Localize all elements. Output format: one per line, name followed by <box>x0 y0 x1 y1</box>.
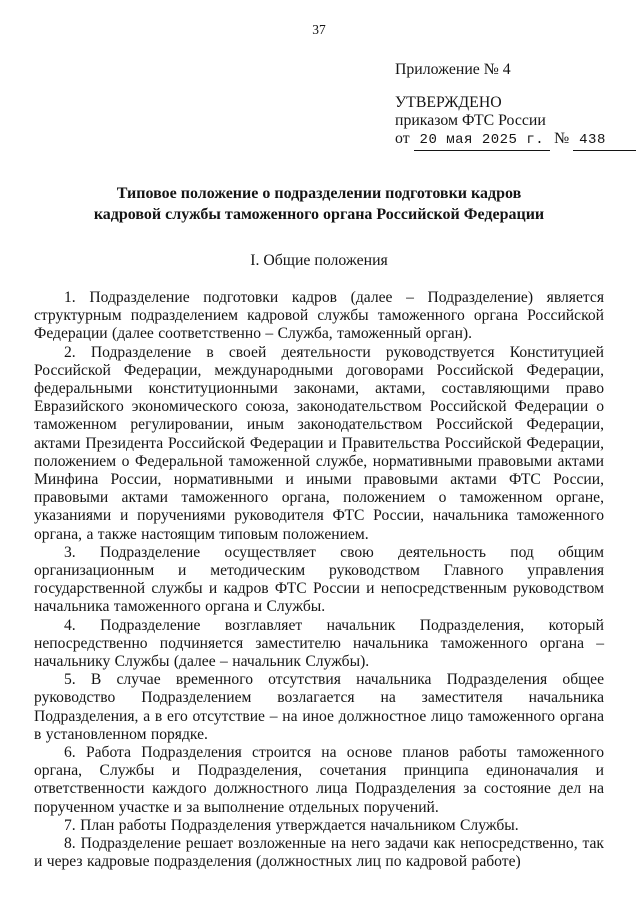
order-date-field: 20 мая 2025 г. <box>414 131 551 151</box>
approval-block <box>395 61 604 151</box>
paragraph-7: 7. План работы Подразделения утверждается начальником Службы. <box>64 816 519 834</box>
order-issuer-label: приказом ФТС России <box>395 112 546 129</box>
order-date-line <box>395 130 604 151</box>
section-heading: I. Общие положения <box>250 252 388 269</box>
approved-label: УТВЕРЖДЕНО <box>395 94 502 111</box>
page-number: 37 <box>312 22 326 37</box>
paragraph-2: 2. Подразделение в своей деятельности руководствуется Конституцией Российской Федерации, международными договорами Российской Федерации, федеральными конституционными законами, актами, составляющими право Евразийского экономического союза, законодательством Российской Федерации о таможенном регулировании, иным законодательством Российской Федерации, актами Президента Российской Федерации и Правительства Российской Федерации, положением о Федеральной таможенной службе, нормативными правовыми актами Минфина России, нормативными и иными правовыми актами ФТС России, правовыми актами таможенного органа, положением о таможенном органе, указаниями и поручениями руководителя ФТС России, начальника таможенного органа, а также настоящим типовым положением. <box>34 343 604 543</box>
document-title-line2: кадровой службы таможенного органа Российской Федерации <box>93 206 545 223</box>
document-body <box>34 289 604 872</box>
annex-label: Приложение № 4 <box>395 61 511 78</box>
paragraph-5: 5. В случае временного отсутствия начальника Подразделения общее руководство Подразделением возлагается на заместителя начальника Подразделения, а в его отсутствие – на иное должностное лицо таможенного органа в установленном порядке. <box>34 671 604 743</box>
document-title-line1: Типовое положение о подразделении подготовки кадров <box>116 185 522 202</box>
paragraph-1: 1. Подразделение подготовки кадров (далее – Подразделение) является структурным подразделением кадровой службы таможенного органа Российской Федерации (далее соответственно – Служба, таможенный орган). <box>34 289 604 343</box>
paragraph-6: 6. Работа Подразделения строится на основе планов работы таможенного органа, Службы и Подразделения, сочетания принципа единоначалия и ответственности каждого должностного лица Подразделения за состояние дел на порученном участке и за выполнение отдельных поручений. <box>34 744 604 816</box>
order-number-field: 438 <box>573 131 636 151</box>
paragraph-8: 8. Подразделение решает возложенные на него задачи как непосредственно, так и через кадровые подразделения (должностных лиц по кадровой работе) <box>34 835 604 871</box>
approval-spacer <box>395 79 604 94</box>
document-title <box>34 183 604 225</box>
number-sign: № <box>554 130 570 147</box>
from-label: от <box>395 130 410 147</box>
paragraph-4: 4. Подразделение возглавляет начальник Подразделения, который непосредственно подчиняется заместителю начальника таможенного органа – начальнику Службы (далее – начальник Службы). <box>34 616 604 671</box>
paragraph-3: 3. Подразделение осуществляет свою деятельность под общим организационным и методическим руководством Главного управления государственной службы и кадров ФТС России и непосредственным руководством начальника таможенного органа и Службы. <box>34 543 604 616</box>
